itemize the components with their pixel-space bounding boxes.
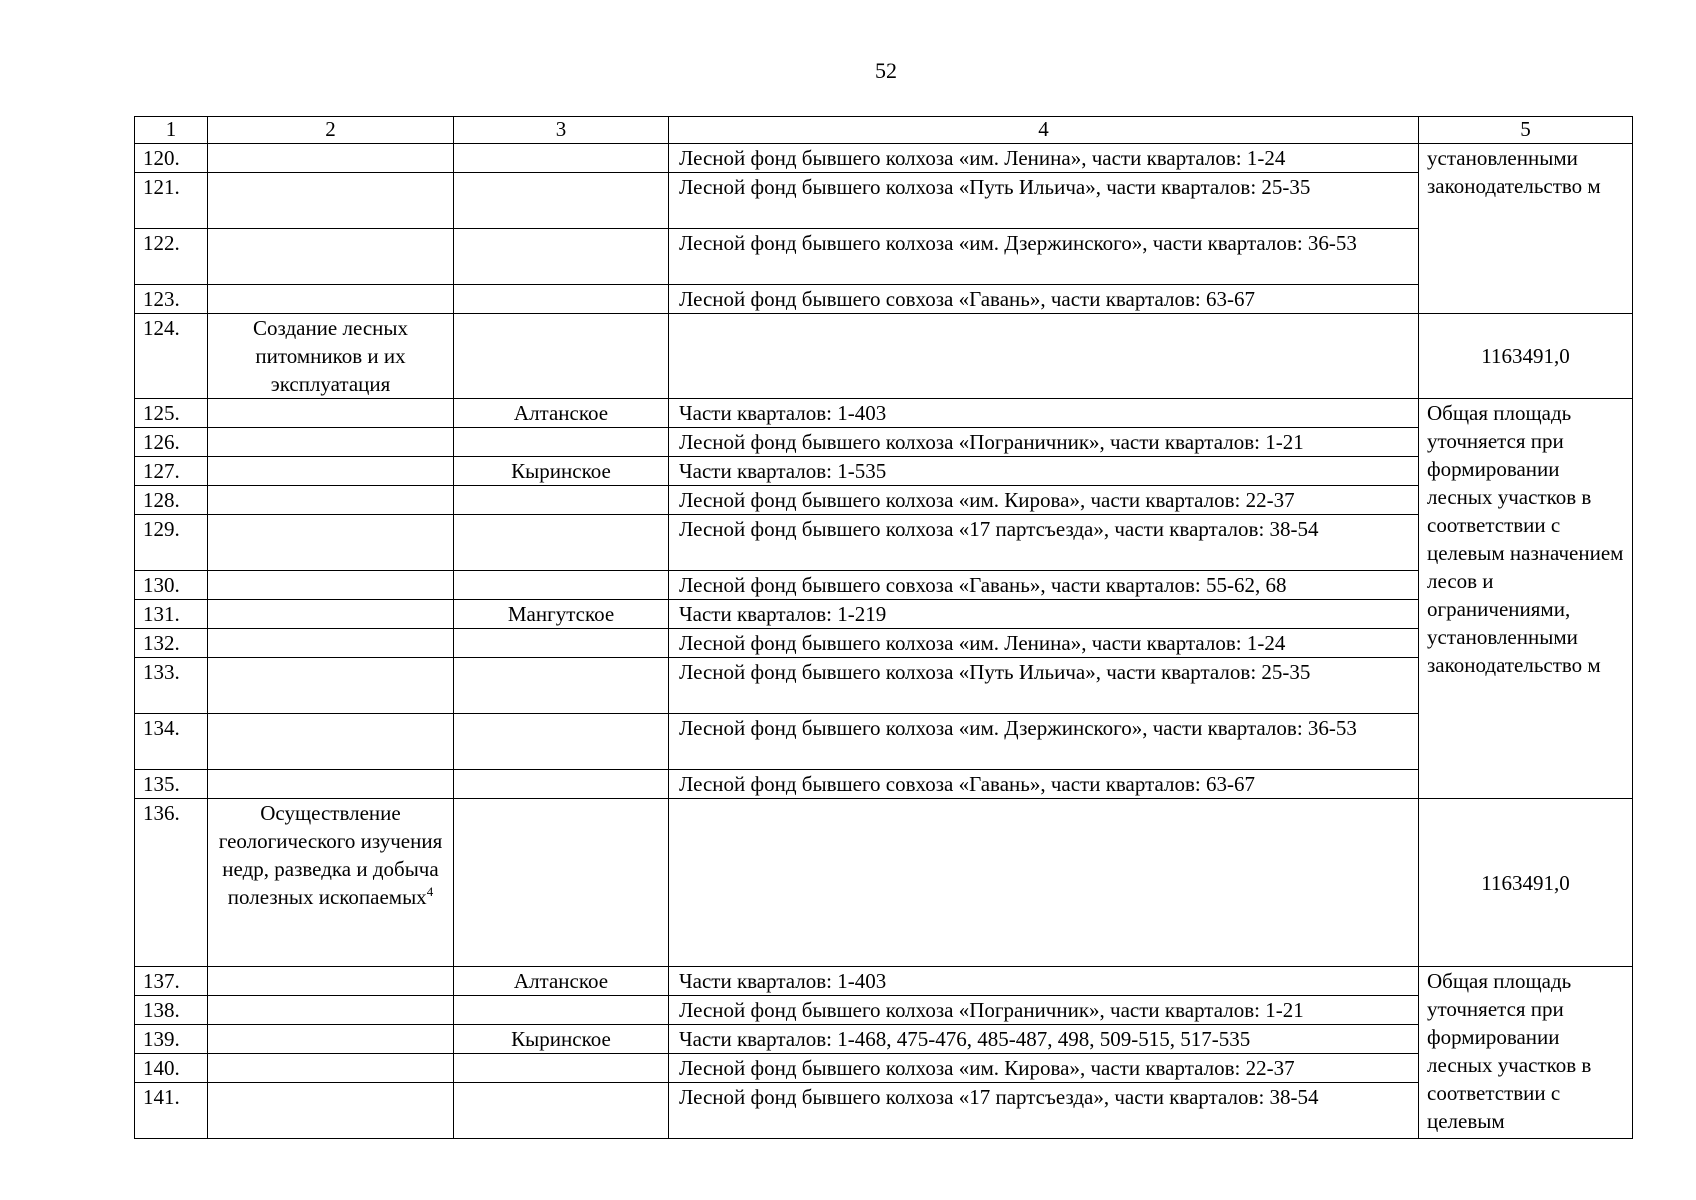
row-number: 140. [135, 1054, 208, 1083]
row-number: 136. [135, 799, 208, 967]
activity-cell [208, 285, 454, 314]
plot-description: Лесной фонд бывшего колхоза «им. Кирова», части кварталов: 22-37 [669, 486, 1419, 515]
forest-plots-table [134, 116, 1633, 1139]
plot-description: Лесной фонд бывшего колхоза «Путь Ильича», части кварталов: 25-35 [669, 658, 1419, 714]
district-cell [454, 658, 669, 714]
district-cell [454, 714, 669, 770]
row-number: 129. [135, 515, 208, 571]
table-row [135, 1025, 1633, 1054]
activity-cell [208, 1083, 454, 1139]
table-header-row [135, 117, 1633, 144]
table-row [135, 144, 1633, 173]
plot-description: Лесной фонд бывшего колхоза «им. Ленина», части кварталов: 1-24 [669, 144, 1419, 173]
plot-description: Лесной фонд бывшего колхоза «Путь Ильича», части кварталов: 25-35 [669, 173, 1419, 229]
row-number: 130. [135, 571, 208, 600]
row-number: 138. [135, 996, 208, 1025]
plot-description: Части кварталов: 1-535 [669, 457, 1419, 486]
table-row [135, 314, 1633, 399]
district-cell [454, 486, 669, 515]
activity-cell [208, 1025, 454, 1054]
district-cell [454, 1083, 669, 1139]
district-cell [454, 144, 669, 173]
table-row [135, 1054, 1633, 1083]
plot-description: Лесной фонд бывшего колхоза «17 партсъезда», части кварталов: 38-54 [669, 515, 1419, 571]
activity-cell [208, 229, 454, 285]
activity-cell [208, 967, 454, 996]
activity-cell [208, 571, 454, 600]
table-row [135, 1083, 1633, 1139]
district-cell [454, 515, 669, 571]
row-number: 132. [135, 629, 208, 658]
table-row [135, 799, 1633, 967]
activity-cell [208, 629, 454, 658]
district-cell [454, 629, 669, 658]
row-number: 137. [135, 967, 208, 996]
row-number: 124. [135, 314, 208, 399]
activity-cell [208, 996, 454, 1025]
activity-cell [208, 1054, 454, 1083]
row-number: 135. [135, 770, 208, 799]
table-row [135, 714, 1633, 770]
row-number: 127. [135, 457, 208, 486]
plot-description: Лесной фонд бывшего совхоза «Гавань», части кварталов: 63-67 [669, 285, 1419, 314]
plot-description: Лесной фонд бывшего совхоза «Гавань», части кварталов: 63-67 [669, 770, 1419, 799]
plot-description: Лесной фонд бывшего колхоза «Пограничник», части кварталов: 1-21 [669, 428, 1419, 457]
row-number: 139. [135, 1025, 208, 1054]
table-row [135, 229, 1633, 285]
district-cell [454, 285, 669, 314]
table-row [135, 658, 1633, 714]
row-number: 126. [135, 428, 208, 457]
plot-description: Лесной фонд бывшего колхоза «им. Дзержинского», части кварталов: 36-53 [669, 229, 1419, 285]
table-row [135, 600, 1633, 629]
table-row [135, 173, 1633, 229]
district-cell [454, 314, 669, 399]
plot-description: Лесной фонд бывшего совхоза «Гавань», части кварталов: 55-62, 68 [669, 571, 1419, 600]
district-cell [454, 799, 669, 967]
row-number: 133. [135, 658, 208, 714]
table-row [135, 571, 1633, 600]
row-number: 123. [135, 285, 208, 314]
row-number: 122. [135, 229, 208, 285]
activity-cell [208, 600, 454, 629]
column-header-1: 1 [135, 117, 208, 144]
district-cell [454, 229, 669, 285]
total-area: 1163491,0 [1419, 314, 1633, 399]
table-row [135, 399, 1633, 428]
table-row [135, 770, 1633, 799]
district-cell [454, 428, 669, 457]
activity-cell [208, 457, 454, 486]
district-name: Мангутское [454, 600, 669, 629]
plot-description: Лесной фонд бывшего колхоза «им. Кирова», части кварталов: 22-37 [669, 1054, 1419, 1083]
row-number: 125. [135, 399, 208, 428]
row-number: 131. [135, 600, 208, 629]
page-number: 52 [875, 58, 897, 83]
row-number: 121. [135, 173, 208, 229]
column-header-2: 2 [208, 117, 454, 144]
row-number: 120. [135, 144, 208, 173]
district-cell [454, 173, 669, 229]
district-name: Кыринское [454, 1025, 669, 1054]
plot-description: Лесной фонд бывшего колхоза «Пограничник», части кварталов: 1-21 [669, 996, 1419, 1025]
plot-description: Части кварталов: 1-468, 475-476, 485-487, 498, 509-515, 517-535 [669, 1025, 1419, 1054]
activity-cell [208, 399, 454, 428]
table-row [135, 428, 1633, 457]
column-header-5: 5 [1419, 117, 1633, 144]
plot-description: Лесной фонд бывшего колхоза «17 партсъезда», части кварталов: 38-54 [669, 1083, 1419, 1139]
activity-name: Осуществление геологического изучения недр, разведка и добыча полезных ископаемых [218, 801, 443, 909]
district-cell [454, 770, 669, 799]
area-note: установленными законодательство м [1419, 144, 1633, 314]
activity-cell [208, 428, 454, 457]
table-row [135, 515, 1633, 571]
plot-description: Части кварталов: 1-403 [669, 967, 1419, 996]
district-cell [454, 1054, 669, 1083]
activity-name-cell [208, 799, 454, 967]
activity-cell [208, 714, 454, 770]
table-row [135, 285, 1633, 314]
activity-cell [208, 144, 454, 173]
activity-cell [208, 770, 454, 799]
footnote-marker: 4 [426, 884, 434, 899]
plot-description: Части кварталов: 1-219 [669, 600, 1419, 629]
plot-description [669, 314, 1419, 399]
table-row [135, 967, 1633, 996]
activity-cell [208, 515, 454, 571]
table-row [135, 629, 1633, 658]
plot-description: Лесной фонд бывшего колхоза «им. Ленина», части кварталов: 1-24 [669, 629, 1419, 658]
table-row [135, 486, 1633, 515]
total-area: 1163491,0 [1419, 799, 1633, 967]
activity-name: Создание лесных питомников и их эксплуатация [208, 314, 454, 399]
plot-description: Части кварталов: 1-403 [669, 399, 1419, 428]
plot-description [669, 799, 1419, 967]
row-number: 128. [135, 486, 208, 515]
activity-cell [208, 173, 454, 229]
district-cell [454, 996, 669, 1025]
column-header-3: 3 [454, 117, 669, 144]
district-cell [454, 571, 669, 600]
district-name: Алтанское [454, 399, 669, 428]
district-name: Алтанское [454, 967, 669, 996]
activity-cell [208, 486, 454, 515]
area-note: Общая площадь уточняется при формировании лесных участков в соответствии с целевым назначением лесов и ограничениями, установленными законодательство м [1419, 399, 1633, 799]
area-note: Общая площадь уточняется при формировании лесных участков в соответствии с целевым [1419, 967, 1633, 1139]
row-number: 134. [135, 714, 208, 770]
district-name: Кыринское [454, 457, 669, 486]
table-row [135, 457, 1633, 486]
plot-description: Лесной фонд бывшего колхоза «им. Дзержинского», части кварталов: 36-53 [669, 714, 1419, 770]
row-number: 141. [135, 1083, 208, 1139]
activity-cell [208, 658, 454, 714]
column-header-4: 4 [669, 117, 1419, 144]
table-row [135, 996, 1633, 1025]
